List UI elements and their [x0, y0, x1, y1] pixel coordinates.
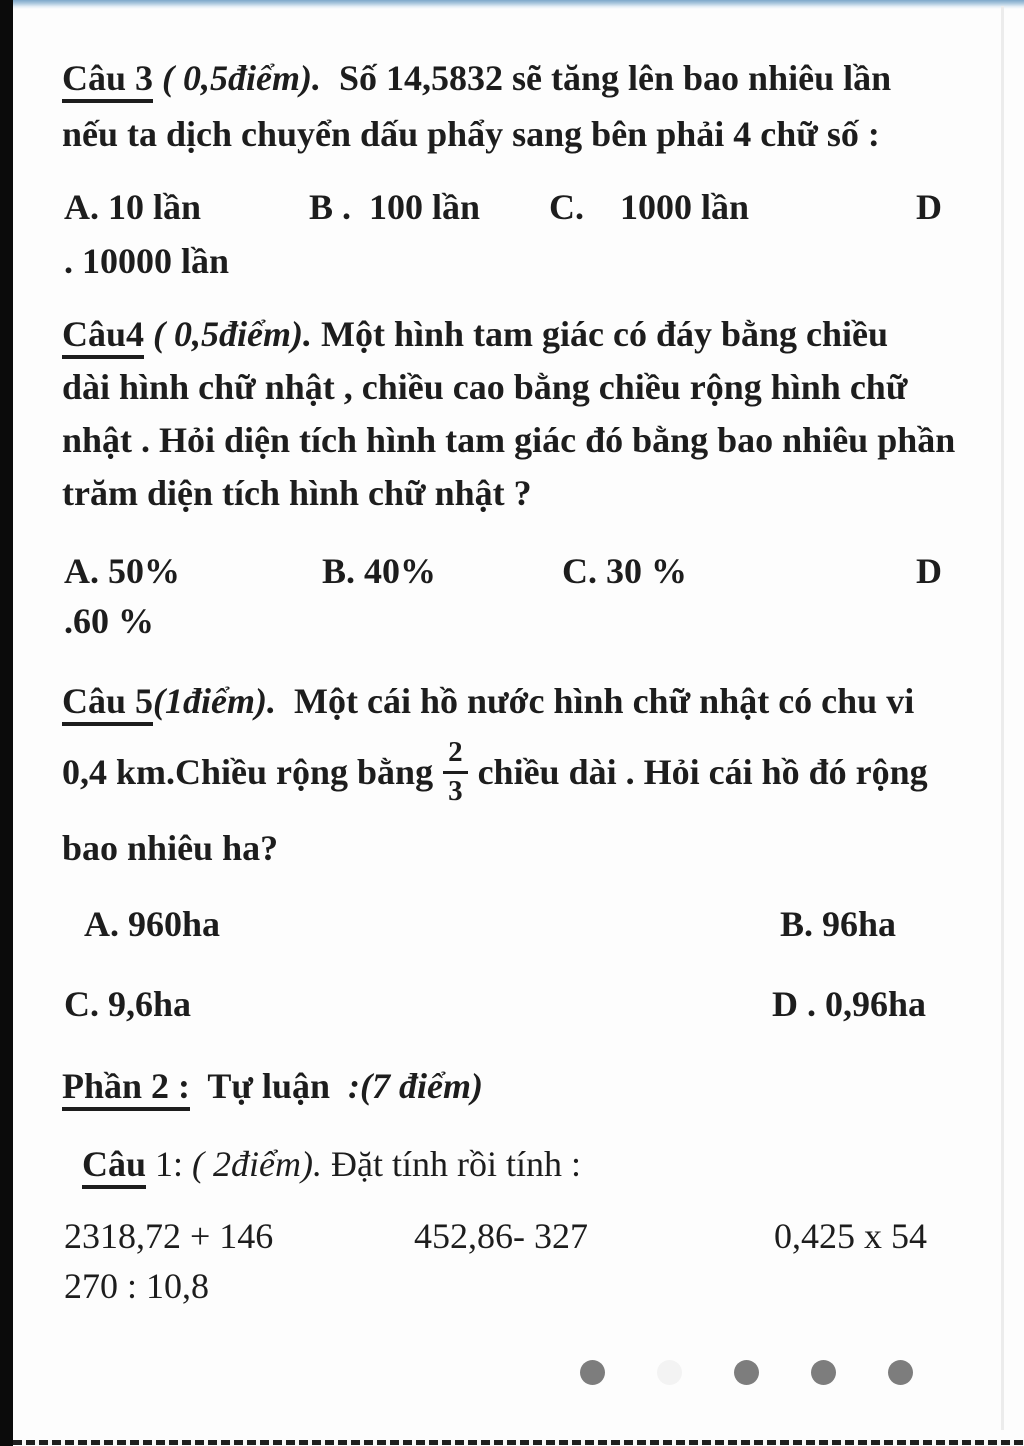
part2-points: :(7 điểm): [348, 1066, 483, 1106]
ex1-calc-3: 0,425 x 54: [774, 1216, 927, 1256]
top-edge-gradient: [13, 0, 1024, 9]
q3-intro: Số 14,5832 sẽ tăng lên bao nhiêu lần: [321, 58, 892, 98]
q3-points: ( 0,5điểm).: [153, 58, 321, 98]
carousel-dot-1[interactable]: [580, 1360, 605, 1385]
fraction-numerator: 2: [443, 737, 468, 773]
left-black-edge: [0, 0, 13, 1446]
part2-title: Tự luận: [190, 1066, 349, 1106]
ex1-heading: [82, 1138, 581, 1190]
q3-option-d: D: [916, 187, 942, 227]
ex1-label: Câu: [82, 1144, 146, 1189]
q5-line1: [62, 675, 914, 727]
q4-line3: nhật . Hỏi diện tích hình tam giác đó bằng bao nhiêu phần: [62, 420, 956, 460]
ex1-points: ( 2điểm).: [183, 1144, 323, 1184]
q5-option-d: D . 0,96ha: [772, 984, 927, 1024]
q3-option-c: C. 1000 lần: [549, 187, 750, 227]
part2-label: Phần 2 :: [62, 1066, 190, 1111]
q3-option-d-continued: . 10000 lần: [64, 241, 230, 281]
page-right-edge-line: [1001, 6, 1004, 1430]
carousel-dot-4[interactable]: [811, 1360, 836, 1385]
q5-line3: bao nhiêu ha?: [62, 828, 279, 868]
carousel-dot-5[interactable]: [888, 1360, 913, 1385]
ex1-calc-1: 2318,72 + 146: [64, 1216, 274, 1256]
q3-label: Câu 3: [62, 58, 153, 103]
q5-points: (1điểm).: [153, 681, 276, 721]
q4-points: ( 0,5điểm).: [144, 314, 312, 354]
ex1-calc-4: 270 : 10,8: [64, 1266, 210, 1306]
fraction-two-thirds: [443, 737, 468, 807]
q5-line2: [62, 722, 928, 822]
q4-label: Câu4: [62, 314, 144, 359]
q4-option-a: A. 50%: [64, 551, 180, 591]
q3-option-b: B . 100 lần: [309, 187, 481, 227]
q4-line4: trăm diện tích hình chữ nhật ?: [62, 473, 532, 513]
carousel-dot-3[interactable]: [734, 1360, 759, 1385]
q3-line1: [62, 52, 891, 104]
ex1-calc-2: 452,86- 327: [414, 1216, 588, 1256]
q5-line2-before: 0,4 km.Chiều rộng bằng: [62, 752, 434, 792]
q5-label: Câu 5: [62, 681, 153, 726]
q5-intro: Một cái hồ nước hình chữ nhật có chu vi: [276, 681, 915, 721]
bottom-dashed-line: [13, 1440, 1024, 1445]
carousel-dot-2[interactable]: [657, 1360, 682, 1385]
q4-line1: [62, 308, 888, 360]
q5-option-b: B. 96ha: [780, 904, 897, 944]
ex1-number: 1:: [146, 1144, 184, 1184]
q3-line2: nếu ta dịch chuyển dấu phẩy sang bên phải 4 chữ số :: [62, 114, 880, 154]
ex1-text: Đặt tính rồi tính :: [322, 1144, 581, 1184]
q5-option-c: C. 9,6ha: [64, 984, 192, 1024]
q5-option-a: A. 960ha: [84, 904, 221, 944]
fraction-denominator: 3: [448, 774, 463, 807]
part2-heading: [62, 1060, 483, 1112]
q4-option-d: D: [916, 551, 942, 591]
q3-option-a: A. 10 lần: [64, 187, 202, 227]
q5-line2-after: chiều dài . Hỏi cái hồ đó rộng: [477, 752, 928, 792]
q4-option-b: B. 40%: [322, 551, 437, 591]
q4-line2: dài hình chữ nhật , chiều cao bằng chiều rộng hình chữ: [62, 367, 908, 407]
q4-intro: Một hình tam giác có đáy bằng chiều: [312, 314, 889, 354]
q4-option-c: C. 30 %: [562, 551, 687, 591]
q4-option-d-continued: .60 %: [64, 601, 154, 641]
